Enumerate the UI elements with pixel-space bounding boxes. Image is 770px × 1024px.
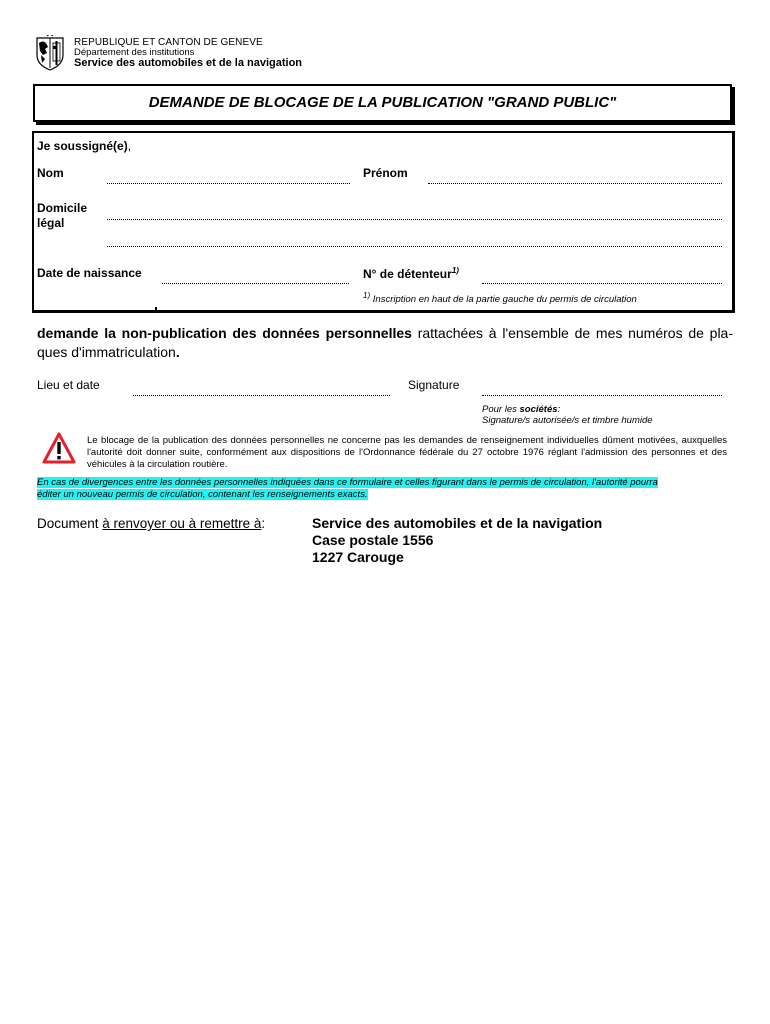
divergence-note-line1: En cas de divergences entre les données personnelles indiquées dans ce formulaire et celles figurant dans le permis de circulation, l'autorité pourra bbox=[37, 477, 658, 488]
detenteur-label-text: N° de détenteur bbox=[363, 267, 452, 281]
return-suffix: : bbox=[261, 516, 266, 531]
nom-label: Nom bbox=[37, 166, 64, 180]
header-republic: REPUBLIQUE ET CANTON DE GENEVE bbox=[74, 37, 263, 48]
detenteur-field[interactable] bbox=[482, 283, 722, 284]
return-prefix: Document bbox=[37, 516, 103, 531]
geneva-coat-of-arms-icon bbox=[34, 35, 66, 71]
intro-text bbox=[37, 139, 131, 153]
nom-field[interactable] bbox=[107, 183, 350, 184]
intro-comma: , bbox=[127, 139, 132, 153]
detenteur-sup: 1) bbox=[451, 266, 459, 275]
societes-note bbox=[482, 404, 560, 415]
statement bbox=[37, 324, 733, 362]
page-title: DEMANDE DE BLOCAGE DE LA PUBLICATION "GRAND PUBLIC" bbox=[148, 94, 617, 111]
footnote bbox=[363, 291, 637, 305]
divergence-note bbox=[37, 477, 717, 501]
address-line-2: Case postale 1556 bbox=[312, 532, 434, 548]
form-divider bbox=[155, 307, 157, 311]
address-line-3: 1227 Carouge bbox=[312, 549, 404, 565]
societes-note-line2: Signature/s autorisée/s et timbre humide bbox=[482, 415, 653, 426]
address-line-1: Service des automobiles et de la navigation bbox=[312, 515, 603, 531]
date-naissance-label: Date de naissance bbox=[37, 266, 142, 280]
signature-label: Signature bbox=[408, 378, 460, 392]
warning-text: Le blocage de la publication des données personnelles ne concerne pas les demandes de renseignement individuelles dûment motivées, auxquelles l'autorité doit donner suite, conformément aux dispositions de l'Ordonnance fédérale du 27 octobre 1976 réglant l'admission des personnes et des véhicules à la circulation routière. bbox=[87, 435, 727, 470]
intro-bold: Je soussigné(e) bbox=[37, 139, 128, 153]
societes-suffix: : bbox=[557, 404, 561, 415]
domicile-label bbox=[37, 201, 87, 231]
statement-normal: rattachées à l'ensemble de mes numéros de pla-ques d'immatriculation bbox=[37, 325, 733, 360]
detenteur-label bbox=[363, 266, 459, 281]
statement-bold: demande la non-publication des données personnelles bbox=[37, 325, 412, 341]
signature-field[interactable] bbox=[482, 395, 722, 396]
domicile-field-2[interactable] bbox=[107, 246, 722, 247]
date-naissance-field[interactable] bbox=[162, 283, 349, 284]
domicile-label-line1: Domicile bbox=[37, 201, 88, 215]
footnote-sup: 1) bbox=[363, 291, 371, 300]
prenom-field[interactable] bbox=[428, 183, 722, 184]
warning-triangle-icon bbox=[42, 432, 76, 464]
header-department: Département des institutions bbox=[74, 47, 195, 58]
return-instruction bbox=[37, 516, 265, 531]
domicile-label-line2: légal bbox=[37, 216, 65, 230]
return-underlined: à renvoyer ou à remettre à bbox=[102, 516, 262, 531]
societes-bold: sociétés bbox=[519, 404, 558, 415]
societes-prefix: Pour les bbox=[482, 404, 520, 415]
lieu-date-field[interactable] bbox=[133, 395, 390, 396]
divergence-note-line2: éditer un nouveau permis de circulation, contenant les renseignements exacts. bbox=[37, 489, 368, 500]
footnote-text: Inscription en haut de la partie gauche du permis de circulation bbox=[372, 294, 637, 306]
statement-end: . bbox=[175, 344, 180, 360]
title-box bbox=[33, 84, 732, 122]
domicile-field-1[interactable] bbox=[107, 219, 722, 220]
form-box bbox=[32, 131, 735, 313]
prenom-label: Prénom bbox=[363, 166, 408, 180]
header-service: Service des automobiles et de la navigation bbox=[74, 57, 303, 69]
lieu-date-label: Lieu et date bbox=[37, 378, 100, 392]
